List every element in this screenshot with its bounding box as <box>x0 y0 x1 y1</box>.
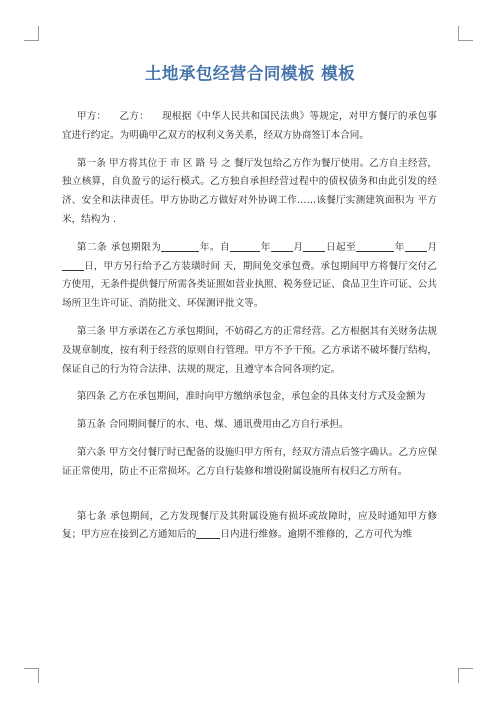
blank-field <box>356 240 394 252</box>
blank-field <box>303 240 325 252</box>
article-7-text: 第七条 承包期间，乙方发现餐厅及其附属设施有损坏或故障时，应及时通知甲方修复；甲方应在接到乙方通知后的 <box>62 510 437 541</box>
article-2-text: 年 <box>394 241 405 253</box>
crop-mark-bottom-right <box>458 668 473 683</box>
article-7-text: 日内进行维修。逾期不维修的，乙方可代为维 <box>220 529 413 541</box>
blank-field <box>271 240 293 252</box>
document-title: 土地承包经营合同模板 模板 <box>144 64 356 83</box>
article-2-text: 月 <box>426 241 437 253</box>
blank-field <box>161 240 199 252</box>
document-body <box>62 108 437 545</box>
article-5: 第五条 合同期间餐厅的水、电、煤、通讯费用由乙方自行承担。 <box>76 419 349 431</box>
article-3: 第三条 甲方承诺在乙方承包期间，不妨碍乙方的正常经营。乙方根据其有关财务法规及规章制度，按有利于经营的原则自行管理。甲方不予干预。乙方承诺不破坏餐厅结构，保证自己的行为符合法律、法规的规定，且遵守本合同各项约定。 <box>62 325 437 375</box>
article-2-text: 月 <box>292 241 304 253</box>
article-2-text: 第二条 承包期限为 <box>76 241 162 253</box>
crop-mark-bottom-left <box>24 668 39 683</box>
article-2-text: 年。自 <box>199 241 231 253</box>
article-4: 第四条 乙方在承包期间，准时向甲方缴纳承包金，承包金的具体支付方式及金额为 <box>76 391 426 403</box>
crop-mark-top-right <box>458 26 473 41</box>
blank-field <box>230 240 260 252</box>
blank-field <box>405 240 427 252</box>
article-2-text: 日起至 <box>325 241 357 253</box>
crop-mark-top-left <box>24 26 39 41</box>
article-2 <box>62 239 437 314</box>
intro-paragraph: 甲方： 乙方： 现根据《中华人民共和国民法典》等规定，对甲方餐厅的承包事宜进行约定。为明确甲乙双方的权利义务关系，经双方协商签订本合同。 <box>62 111 437 141</box>
article-2-text: 日，甲方另行给予乙方装璜时间 天，期间免交承包费。承包期间甲方将餐厅交付乙方使用，无条件提供餐厅所需各类证照如营业执照、税务登记证、食品卫生许可证、公共场所卫生许可证、消防批文、环保测评批文等。 <box>62 260 437 310</box>
article-6: 第六条 甲方交付餐厅时已配备的设施归甲方所有，经双方清点后签字确认。乙方应保证正常使用，防止不正常损坏。乙方自行装修和增设附属设施所有权归乙方所有。 <box>62 446 437 477</box>
article-1: 第一条 甲方将其位于 市 区 路 号 之 餐厅发包给乙方作为餐厅使用。乙方自主经营，独立核算，自负盈亏的运行模式。乙方独自承担经营过程中的债权债务和由此引发的经济、安全和法律责任。甲方协助乙方做好对外协调工作……该餐厅实测建筑面积为 平方米，结构为 . <box>62 157 437 225</box>
blank-field <box>196 527 220 539</box>
article-7 <box>62 508 437 546</box>
article-2-text: 年 <box>260 241 271 253</box>
blank-field <box>62 259 84 271</box>
